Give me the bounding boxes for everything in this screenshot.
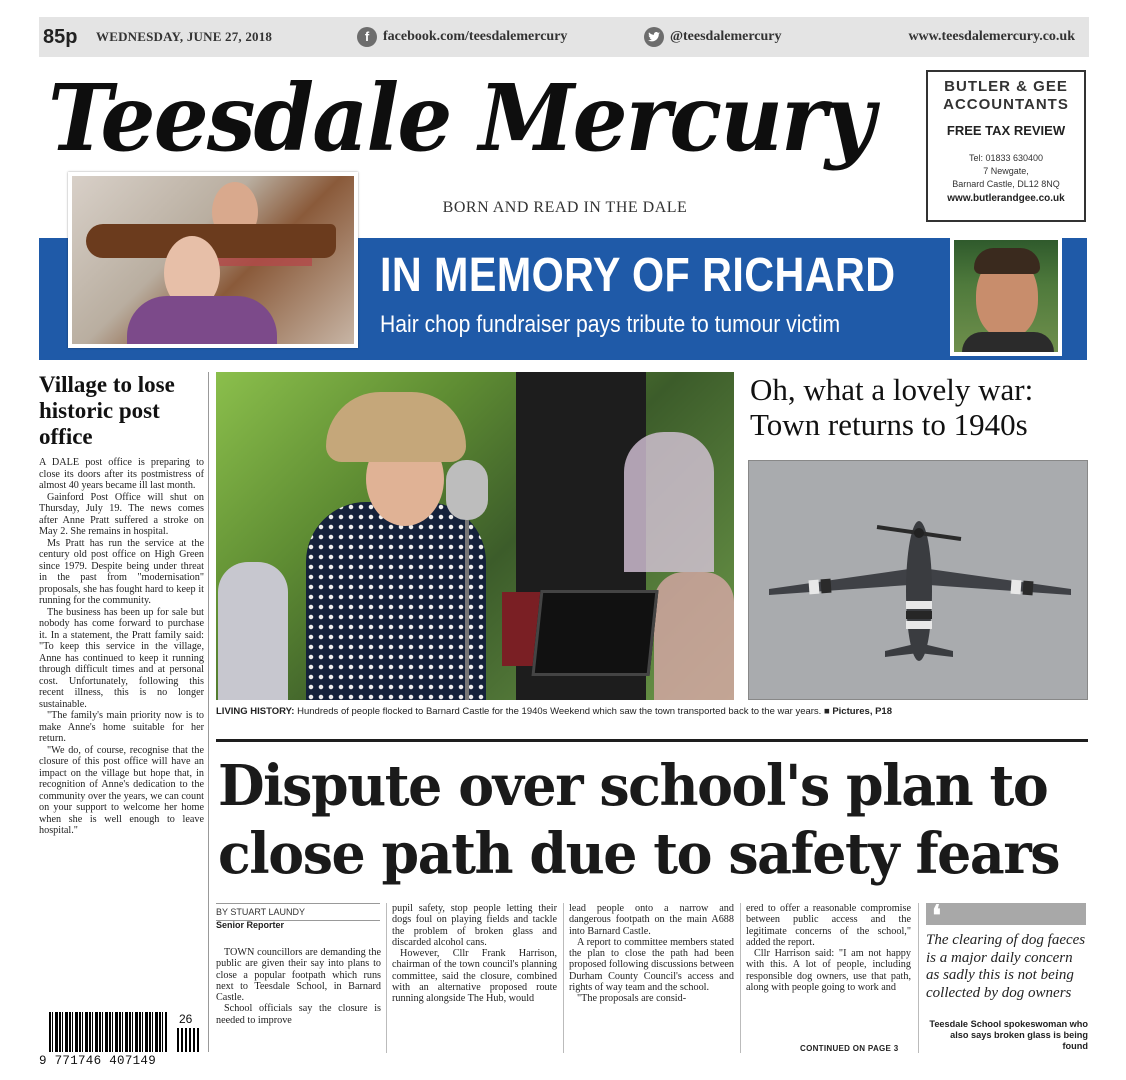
photo-caption: [216, 706, 1088, 717]
story-column-4: [746, 903, 911, 993]
barcode: [39, 1012, 204, 1072]
paragraph: "We do, of course, recognise that the closure of this post office will have an impact on the village but hope that, in recognition of Anne's dedication to the community over the years, we can count on your support to welcome her home when she is well enough to leave hospital.": [39, 744, 204, 836]
caption-text: Hundreds of people flocked to Barnard Castle for the 1940s Weekend which saw the town transported back to the war years.: [294, 706, 824, 717]
byline: BY STUART LAUNDY: [216, 903, 380, 921]
advert-name-line2: ACCOUNTANTS: [943, 96, 1069, 113]
barcode-issue: 26: [179, 1012, 193, 1026]
post-office-headline: Village to lose historic post office: [39, 372, 175, 449]
column-divider: [386, 903, 387, 1053]
twitter-handle: @teesdalemercury: [670, 29, 782, 44]
paragraph: The business has been up for sale but nobody has come forward to purchase it. In a statement, the Pratt family said: "To keep this service in the village, Anne has continued to keep it running through difficult times and at personal cost. Unfortunately, following this recent illness, this is no longer sustainable.: [39, 606, 204, 710]
facebook-icon: f: [357, 27, 377, 47]
section-rule: [216, 739, 1088, 742]
paragraph: School officials say the closure is needed to improve: [216, 1003, 381, 1026]
hair-chop-photo: [68, 172, 358, 348]
advert-website: www.butlerandgee.co.uk: [947, 193, 1065, 204]
paragraph: "The proposals are consid-: [577, 993, 687, 1005]
column-divider: [740, 903, 741, 1053]
paragraph: A report to committee members stated the plan to close the path had been proposed following discussions between Durham County Council's access and rights of way team and the school.: [569, 936, 734, 994]
twitter-icon: [644, 27, 664, 47]
advert-name-line1: BUTLER & GEE: [944, 78, 1068, 95]
issue-date: WEDNESDAY, JUNE 27, 2018: [96, 29, 273, 44]
pull-quote: The clearing of dog faeces is a major daily concern as sadly this is not being collected by dog owners: [926, 932, 1086, 1001]
advert-address2: Barnard Castle, DL12 8NQ: [952, 179, 1060, 189]
singer-photo: [216, 372, 734, 700]
quote-icon: ❛: [932, 899, 942, 932]
advert-offer: FREE TAX REVIEW: [946, 123, 1066, 138]
caption-label: LIVING HISTORY:: [216, 706, 295, 717]
banner-subhead: Hair chop fundraiser pays tribute to tumour victim: [380, 311, 841, 338]
story-column-3: [569, 903, 734, 1005]
facebook-link[interactable]: [357, 17, 567, 57]
story-column-1: [216, 947, 381, 1026]
twitter-link[interactable]: [644, 17, 782, 57]
paragraph: A DALE post office is preparing to close its doors after its postmistress of almost 40 years became ill last month.: [39, 457, 204, 491]
column-divider: [563, 903, 564, 1053]
barcode-number: 9 771746 407149: [39, 1054, 157, 1068]
post-office-story: [39, 372, 204, 837]
advert-tel: Tel: 01833 630400: [968, 153, 1044, 163]
advert-box[interactable]: [926, 70, 1086, 222]
pull-quote-attribution: Teesdale School spokeswoman who also says broken glass is being found: [929, 1019, 1088, 1051]
paragraph: pupil safety, stop people letting their dogs foul on playing fields and tackle the problem of broken glass and discarded alcohol cans.: [392, 903, 557, 948]
column-divider: [918, 903, 919, 1053]
price: 85p: [43, 26, 78, 48]
banner-headline: IN MEMORY OF RICHARD: [380, 249, 896, 302]
paragraph: Cllr Harrison said: "I am not happy with this. A lot of people, including responsible dog owners, use that path, along with people going to work and: [746, 948, 911, 994]
spitfire-photo: [748, 460, 1088, 700]
paragraph: lead people onto a narrow and dangerous footpath on the main A688 into Barnard Castle.: [569, 903, 734, 937]
top-info-bar: [39, 17, 1089, 57]
paragraph: "The family's main priority now is to make Anne's home suitable for her return.: [39, 710, 204, 744]
quote-bar: [926, 903, 1086, 925]
column-divider: [208, 372, 209, 1052]
barcode-issue-bars: [177, 1028, 201, 1052]
facebook-handle: facebook.com/teesdalemercury: [383, 29, 568, 44]
paragraph: ered to offer a reasonable compromise between public access and the legitimate concerns of the school," added the report.: [746, 903, 911, 948]
lead-headline: Dispute over school's plan to close path due to safety fears: [218, 753, 1060, 887]
website-link[interactable]: www.teesdalemercury.co.uk: [908, 29, 1075, 44]
post-office-body: [39, 457, 204, 837]
byline-role: Senior Reporter: [216, 920, 285, 930]
paragraph: However, Cllr Frank Harrison, chairman of the town council's planning committee, said the closure, combined with an alternative proposed route running alongside The Hub, would: [392, 948, 557, 1005]
story-column-2: [392, 903, 557, 1005]
paragraph: Ms Pratt has run the service at the century old post office on High Green since 1979. Despite being under threat in the past from "modernisation" proposals, she has fought hard to keep it running for the community.: [39, 537, 204, 606]
advert-address1: 7 Newgate,: [983, 166, 1029, 176]
continued-link[interactable]: CONTINUED ON PAGE 3: [800, 1044, 899, 1053]
caption-ref: ■ Pictures, P18: [823, 706, 893, 717]
barcode-bars: [49, 1012, 167, 1052]
richard-portrait: [950, 236, 1062, 356]
war-headline: Oh, what a lovely war: Town returns to 1940s: [750, 372, 1034, 442]
masthead-tagline: BORN AND READ IN THE DALE: [442, 199, 688, 216]
paragraph: TOWN councillors are demanding the public are given their say into plans to close a popular footpath which runs next to Teesdale School, in Barnard Castle.: [216, 947, 381, 1004]
paragraph: Gainford Post Office will shut on Thursday, July 19. The news comes after Anne Pratt suffered a stroke on May 2. She remains in hospital.: [39, 491, 204, 537]
masthead-title: Teesdale Mercury: [48, 64, 874, 172]
